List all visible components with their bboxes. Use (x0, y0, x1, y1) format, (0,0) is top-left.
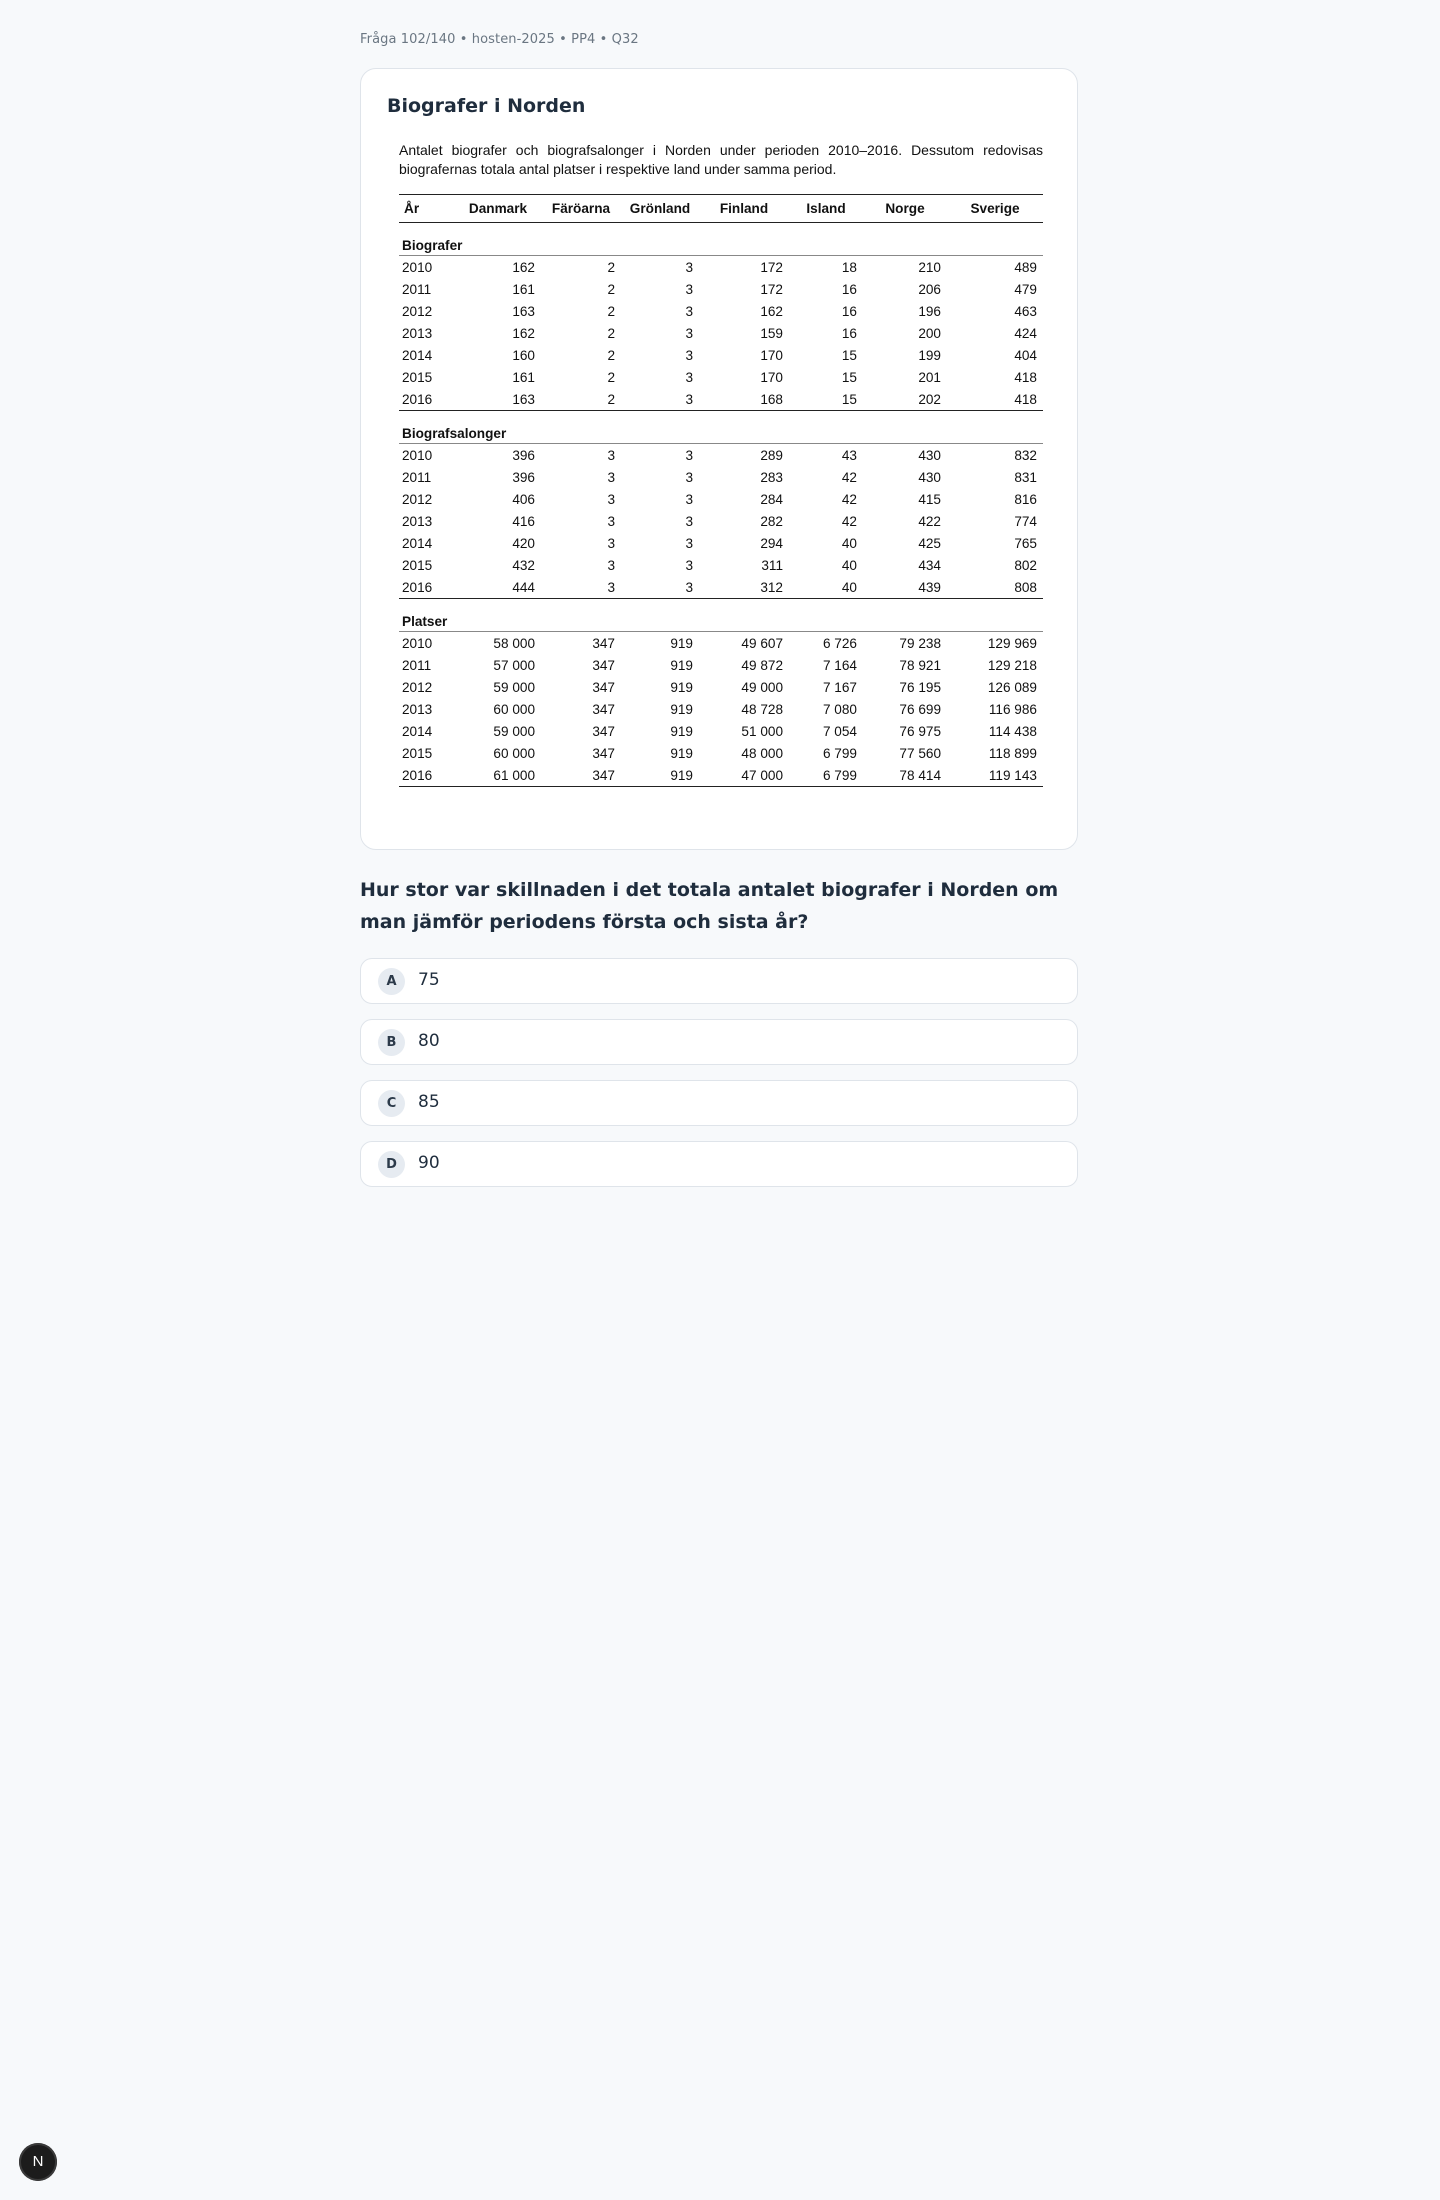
value-cell: 415 (918, 491, 941, 507)
value-cell: 7 054 (822, 723, 857, 739)
value-cell: 199 (918, 347, 941, 363)
value-cell: 126 089 (987, 679, 1037, 695)
value-cell: 160 (512, 347, 535, 363)
value-cell: 919 (670, 745, 693, 761)
year-cell: 2015 (402, 369, 433, 385)
table-row (399, 698, 1043, 720)
value-cell: 77 560 (899, 745, 941, 761)
value-cell: 129 969 (987, 635, 1037, 651)
year-cell: 2011 (402, 657, 432, 673)
value-cell: 3 (685, 369, 693, 385)
value-cell: 396 (512, 447, 535, 463)
value-cell: 15 (841, 347, 857, 363)
source-figure (399, 141, 1043, 787)
section-spacer (399, 411, 1043, 420)
value-cell: 347 (541, 764, 621, 787)
spacer-cell (399, 411, 1043, 420)
value-cell: 202 (863, 388, 947, 411)
value-cell: 919 (670, 701, 693, 717)
value-cell: 60 000 (493, 701, 535, 717)
section-header-row (399, 607, 1043, 632)
value-cell: 15 (841, 369, 857, 385)
value-cell: 6 726 (822, 635, 857, 651)
year-cell: 2010 (402, 635, 433, 651)
question-text: Hur stor var skillnaden i det totala antalet biografer i Norden om man jämför periodens första och sista år? (360, 879, 1059, 933)
spacer-cell (399, 599, 1043, 608)
value-cell: 59 000 (493, 679, 535, 695)
table-row (399, 742, 1043, 764)
value-cell: 284 (760, 491, 783, 507)
value-cell: 311 (761, 557, 783, 573)
value-cell: 347 (592, 745, 615, 761)
year-cell: 2014 (402, 347, 433, 363)
table-row (399, 366, 1043, 388)
value-cell: 489 (1014, 259, 1037, 275)
value-cell: 3 (685, 557, 693, 573)
value-cell: 347 (592, 723, 615, 739)
next-logo-icon[interactable] (19, 2143, 57, 2181)
value-cell: 49 607 (741, 635, 783, 651)
column-header: Danmark (455, 195, 541, 223)
value-cell: 2 (607, 369, 615, 385)
value-cell: 129 218 (987, 657, 1037, 673)
value-cell: 416 (512, 513, 535, 529)
value-cell: 161 (512, 281, 535, 297)
table-row (399, 344, 1043, 366)
value-cell: 3 (607, 513, 615, 529)
value-cell: 16 (841, 303, 857, 319)
value-cell: 3 (607, 447, 615, 463)
value-cell: 162 (760, 303, 783, 319)
year-cell: 2014 (402, 535, 433, 551)
section-title: Platser (399, 607, 1043, 632)
value-cell: 3 (685, 491, 693, 507)
option-b[interactable] (360, 1019, 1078, 1065)
value-cell: 159 (760, 325, 783, 341)
value-cell: 3 (607, 535, 615, 551)
option-d[interactable] (360, 1141, 1078, 1187)
table-row (399, 554, 1043, 576)
value-cell: 57 000 (493, 657, 535, 673)
section-header-row (399, 231, 1043, 256)
value-cell: 282 (760, 513, 783, 529)
floating-button-label: N (32, 2153, 44, 2170)
value-cell: 919 (621, 764, 699, 787)
table-header-row (399, 195, 1043, 223)
value-cell: 404 (1014, 347, 1037, 363)
table-row (399, 388, 1043, 411)
value-cell: 765 (1014, 535, 1037, 551)
table-row (399, 654, 1043, 676)
value-cell: 7 164 (822, 657, 857, 673)
value-cell: 919 (670, 635, 693, 651)
year-cell: 2013 (402, 325, 433, 341)
value-cell: 161 (512, 369, 535, 385)
option-letter-badge: A (378, 968, 405, 995)
value-cell: 170 (760, 347, 783, 363)
value-cell: 170 (760, 369, 783, 385)
value-cell: 396 (512, 469, 535, 485)
section-spacer (399, 599, 1043, 608)
year-cell: 2016 (399, 388, 455, 411)
year-cell: 2015 (402, 557, 433, 573)
column-header: Sverige (947, 195, 1043, 223)
value-cell: 832 (1014, 447, 1037, 463)
value-cell: 172 (760, 259, 783, 275)
value-cell: 808 (947, 576, 1043, 599)
value-cell: 49 000 (741, 679, 783, 695)
table-row (399, 676, 1043, 698)
value-cell: 15 (789, 388, 863, 411)
table-row (399, 322, 1043, 344)
column-header: År (399, 195, 455, 223)
value-cell: 210 (918, 259, 941, 275)
value-cell: 18 (841, 259, 857, 275)
option-c[interactable] (360, 1080, 1078, 1126)
value-cell: 432 (512, 557, 535, 573)
value-cell: 3 (685, 325, 693, 341)
value-cell: 430 (918, 469, 941, 485)
value-cell: 76 195 (899, 679, 941, 695)
value-cell: 163 (512, 303, 535, 319)
value-cell: 40 (789, 576, 863, 599)
value-cell: 3 (541, 576, 621, 599)
value-cell: 163 (455, 388, 541, 411)
year-cell: 2012 (402, 491, 433, 507)
value-cell: 422 (918, 513, 941, 529)
value-cell: 16 (841, 281, 857, 297)
year-cell: 2016 (399, 576, 455, 599)
year-cell: 2015 (402, 745, 433, 761)
spacer-cell (399, 223, 1043, 232)
value-cell: 347 (592, 635, 615, 651)
value-cell: 58 000 (493, 635, 535, 651)
value-cell: 162 (512, 325, 535, 341)
value-cell: 3 (607, 491, 615, 507)
table-row (399, 576, 1043, 599)
value-cell: 51 000 (741, 723, 783, 739)
value-cell: 2 (607, 303, 615, 319)
value-cell: 347 (592, 657, 615, 673)
column-header: Grönland (621, 195, 699, 223)
table-row (399, 510, 1043, 532)
value-cell: 3 (685, 447, 693, 463)
table-row (399, 444, 1043, 467)
value-cell: 43 (841, 447, 857, 463)
value-cell: 3 (685, 469, 693, 485)
value-cell: 283 (760, 469, 783, 485)
year-cell: 2013 (402, 701, 433, 717)
value-cell: 6 799 (822, 745, 857, 761)
value-cell: 116 986 (988, 701, 1037, 717)
value-cell: 7 167 (822, 679, 857, 695)
value-cell: 816 (1014, 491, 1037, 507)
value-cell: 2 (607, 259, 615, 275)
table-row (399, 278, 1043, 300)
value-cell: 162 (512, 259, 535, 275)
value-cell: 42 (841, 491, 857, 507)
value-cell: 802 (1014, 557, 1037, 573)
value-cell: 3 (685, 303, 693, 319)
table-row (399, 488, 1043, 510)
value-cell: 78 414 (863, 764, 947, 787)
option-text: 85 (418, 1092, 440, 1112)
value-cell: 16 (841, 325, 857, 341)
value-cell: 3 (685, 535, 693, 551)
value-cell: 61 000 (455, 764, 541, 787)
value-cell: 206 (918, 281, 941, 297)
value-cell: 420 (512, 535, 535, 551)
table-row (399, 300, 1043, 322)
value-cell: 3 (685, 347, 693, 363)
value-cell: 119 143 (947, 764, 1043, 787)
value-cell: 60 000 (493, 745, 535, 761)
section-spacer (399, 223, 1043, 232)
value-cell: 3 (685, 513, 693, 529)
card-title: Biografer i Norden (387, 95, 586, 117)
value-cell: 48 728 (741, 701, 783, 717)
value-cell: 3 (621, 576, 699, 599)
value-cell: 49 872 (741, 657, 783, 673)
question-meta: Fråga 102/140 • hosten-2025 • PP4 • Q32 (360, 32, 639, 47)
year-cell: 2010 (402, 447, 433, 463)
year-cell: 2011 (402, 469, 432, 485)
value-cell: 40 (841, 535, 857, 551)
table-row (399, 632, 1043, 655)
value-cell: 48 000 (741, 745, 783, 761)
value-cell: 168 (699, 388, 789, 411)
value-cell: 2 (607, 347, 615, 363)
year-cell: 2012 (402, 679, 433, 695)
value-cell: 919 (670, 679, 693, 695)
section-title: Biografer (399, 231, 1043, 256)
column-header: Färöarna (541, 195, 621, 223)
cinema-table (399, 194, 1043, 787)
value-cell: 201 (918, 369, 941, 385)
value-cell: 114 438 (988, 723, 1037, 739)
column-header: Norge (863, 195, 947, 223)
value-cell: 47 000 (699, 764, 789, 787)
value-cell: 479 (1014, 281, 1037, 297)
option-text: 75 (418, 970, 440, 990)
value-cell: 347 (592, 701, 615, 717)
table-row (399, 720, 1043, 742)
table-row (399, 532, 1043, 554)
value-cell: 196 (918, 303, 941, 319)
value-cell: 76 975 (899, 723, 941, 739)
value-cell: 3 (685, 259, 693, 275)
value-cell: 289 (760, 447, 783, 463)
table-row (399, 256, 1043, 279)
value-cell: 42 (841, 469, 857, 485)
figure-intro: Antalet biografer och biografsalonger i Norden under perioden 2010–2016. Dessutom redovisas biografernas totala antal platser i respektive land under samma period. (399, 142, 1043, 177)
option-letter-badge: D (378, 1151, 405, 1178)
year-cell: 2016 (399, 764, 455, 787)
value-cell: 463 (1014, 303, 1037, 319)
value-cell: 2 (607, 281, 615, 297)
option-a[interactable] (360, 958, 1078, 1004)
value-cell: 2 (607, 325, 615, 341)
year-cell: 2012 (402, 303, 433, 319)
value-cell: 418 (1014, 369, 1037, 385)
value-cell: 831 (1014, 469, 1037, 485)
value-cell: 406 (512, 491, 535, 507)
value-cell: 439 (863, 576, 947, 599)
value-cell: 444 (455, 576, 541, 599)
value-cell: 312 (699, 576, 789, 599)
value-cell: 78 921 (899, 657, 941, 673)
value-cell: 172 (760, 281, 783, 297)
value-cell: 294 (760, 535, 783, 551)
value-cell: 3 (621, 388, 699, 411)
section-header-row (399, 419, 1043, 444)
value-cell: 2 (541, 388, 621, 411)
value-cell: 40 (841, 557, 857, 573)
value-cell: 919 (670, 723, 693, 739)
section-title: Biografsalonger (399, 419, 1043, 444)
value-cell: 425 (918, 535, 941, 551)
year-cell: 2010 (402, 259, 433, 275)
source-card (360, 68, 1078, 850)
value-cell: 3 (685, 281, 693, 297)
table-row (399, 764, 1043, 787)
year-cell: 2014 (402, 723, 433, 739)
value-cell: 59 000 (493, 723, 535, 739)
option-text: 80 (418, 1031, 440, 1051)
value-cell: 774 (1014, 513, 1037, 529)
option-text: 90 (418, 1153, 440, 1173)
value-cell: 430 (918, 447, 941, 463)
value-cell: 919 (670, 657, 693, 673)
value-cell: 3 (607, 557, 615, 573)
value-cell: 434 (918, 557, 941, 573)
value-cell: 76 699 (899, 701, 941, 717)
option-letter-badge: C (378, 1090, 405, 1117)
column-header: Finland (699, 195, 789, 223)
table-body (399, 223, 1043, 787)
value-cell: 3 (607, 469, 615, 485)
year-cell: 2013 (402, 513, 433, 529)
value-cell: 118 899 (988, 745, 1037, 761)
value-cell: 79 238 (899, 635, 941, 651)
option-letter-badge: B (378, 1029, 405, 1056)
value-cell: 347 (592, 679, 615, 695)
value-cell: 6 799 (789, 764, 863, 787)
year-cell: 2011 (402, 281, 432, 297)
table-row (399, 466, 1043, 488)
value-cell: 7 080 (822, 701, 857, 717)
value-cell: 42 (841, 513, 857, 529)
column-header: Island (789, 195, 863, 223)
value-cell: 418 (947, 388, 1043, 411)
value-cell: 200 (918, 325, 941, 341)
value-cell: 424 (1014, 325, 1037, 341)
